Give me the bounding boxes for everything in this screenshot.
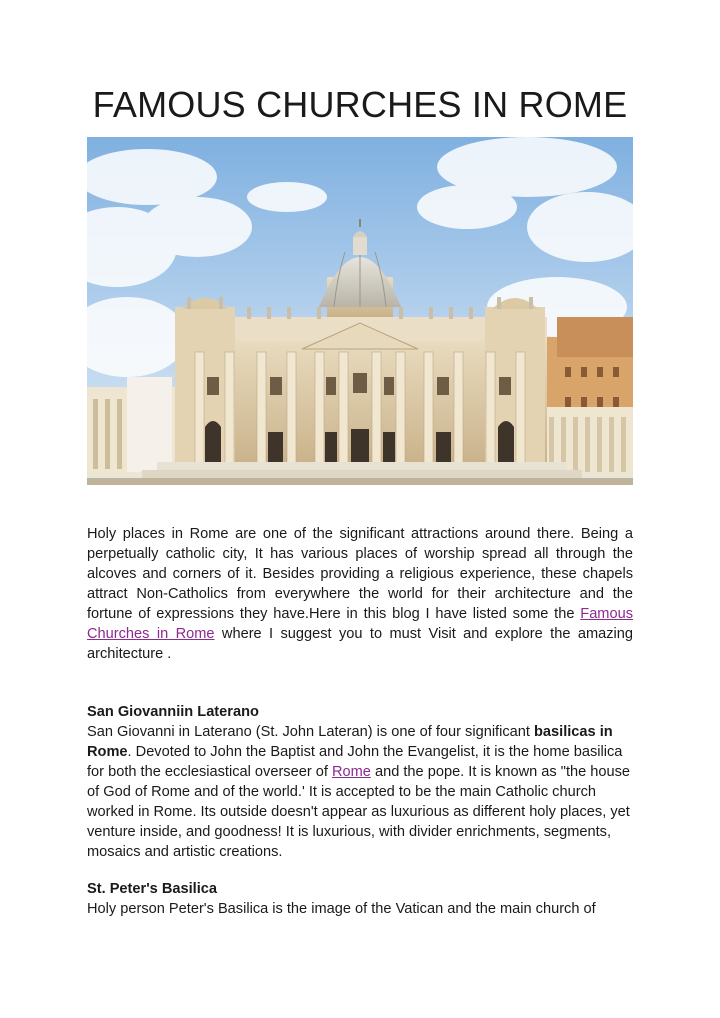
section-text: . Devoted to John the Baptist and John the Evangelist, it is the home basilica for both the ecclesiastical overseer of <box>87 744 623 780</box>
rome-link[interactable]: Rome <box>331 764 371 780</box>
famous-churches-link[interactable]: Famous Churches in Rome <box>87 606 633 642</box>
section-heading: St. Peter's Basilica <box>87 881 218 897</box>
section-heading: San Giovanniin Laterano <box>87 704 259 720</box>
section-text: San Giovanni in Laterano (St. John Lateran) is one of four significant <box>87 724 534 740</box>
intro-text-end: where I suggest you to must Visit and explore the amazing architecture . <box>87 626 634 662</box>
section-bold-text: basilicas in Rome <box>87 724 613 760</box>
section-san-giovanni <box>87 702 633 862</box>
intro-text: Holy places in Rome are one of the significant attractions around there. Being a perpetually catholic city, It has various places of worship spread all through the alcoves and corners of it. Besides providing a religious experience, these chapels attract Non-Catholics from everywhere the world for their architecture and the fortune of expressions they have.Here in this blog I have listed some the <box>87 526 633 622</box>
section-st-peters <box>87 879 633 919</box>
church-photo <box>87 137 633 485</box>
section-text: and the pope. It is known as "the house of God of Rome and of the world.' It is accepted to be the main Catholic church worked in Rome. Its outside doesn't appear as luxurious as different holy places, yet venture inside, and goodness! It is luxurious, with divider enrichments, segments, mosaics and artistic creations. <box>87 764 631 860</box>
intro-paragraph <box>87 524 633 664</box>
section-text: Holy person Peter's Basilica is the image of the Vatican and the main church of <box>87 901 596 917</box>
page-title: FAMOUS CHURCHES IN ROME <box>92 84 628 125</box>
